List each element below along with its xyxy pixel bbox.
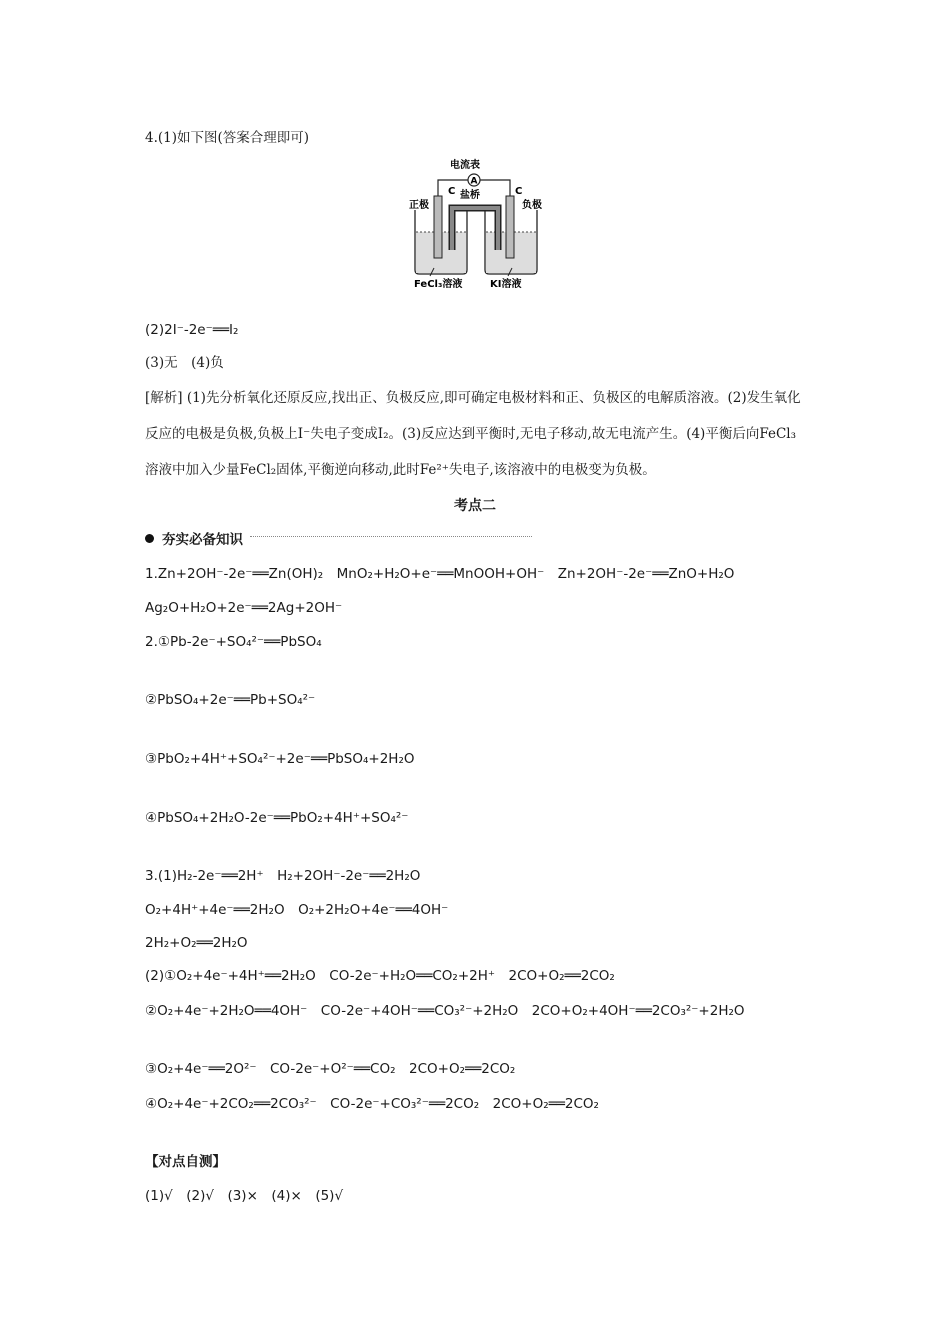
bullet-icon bbox=[145, 534, 154, 543]
equation-line-9: 2H₂+O₂══2H₂O bbox=[145, 935, 248, 951]
equation-line-1: 1.Zn+2OH⁻-2e⁻══Zn(OH)₂ MnO₂+H₂O+e⁻══MnOOH+OH⁻ Zn+2OH⁻-2e⁻══ZnO+H₂O bbox=[145, 566, 735, 582]
left-electrode-label: 正极 bbox=[409, 200, 429, 211]
right-solution-label: KI溶液 bbox=[490, 279, 522, 290]
salt-bridge-label: 盐桥 bbox=[460, 190, 480, 201]
q4-part3-4: (3)无 (4)负 bbox=[145, 355, 224, 371]
equation-line-6: ④PbSO₄+2H₂O-2e⁻══PbO₂+4H⁺+SO₄²⁻ bbox=[145, 810, 409, 826]
electrochemical-cell-diagram bbox=[400, 150, 550, 290]
left-c-label: C bbox=[448, 186, 456, 197]
knowledge-heading: 夯实必备知识 bbox=[162, 532, 243, 548]
equation-line-12: ③O₂+4e⁻══2O²⁻ CO-2e⁻+O²⁻══CO₂ 2CO+O₂══2CO₂ bbox=[145, 1061, 516, 1077]
equation-line-10: (2)①O₂+4e⁻+4H⁺══2H₂O CO-2e⁻+H₂O══CO₂+2H⁺ 2CO+O₂══2CO₂ bbox=[145, 968, 615, 984]
right-wire bbox=[480, 180, 510, 196]
equation-line-8: O₂+4H⁺+4e⁻══2H₂O O₂+2H₂O+4e⁻══4OH⁻ bbox=[145, 902, 449, 918]
right-electrode bbox=[506, 196, 514, 258]
equation-line-4: ②PbSO₄+2e⁻══Pb+SO₄²⁻ bbox=[145, 692, 316, 708]
equation-line-7: 3.(1)H₂-2e⁻══2H⁺ H₂+2OH⁻-2e⁻══2H₂O bbox=[145, 868, 421, 884]
q4-intro: 4.(1)如下图(答案合理即可) bbox=[145, 130, 310, 146]
self-test-answers: (1)√ (2)√ (3)× (4)× (5)√ bbox=[145, 1188, 344, 1204]
knowledge-heading-row bbox=[145, 530, 243, 550]
right-c-label: C bbox=[515, 186, 523, 197]
ammeter-symbol: A bbox=[470, 176, 478, 187]
section-title: 考点二 bbox=[454, 498, 496, 514]
equation-line-13: ④O₂+4e⁻+2CO₂══2CO₃²⁻ CO-2e⁻+CO₃²⁻══2CO₂ 2CO+O₂══2CO₂ bbox=[145, 1096, 599, 1112]
left-solution-label: FeCl₃溶液 bbox=[414, 279, 463, 290]
right-electrode-label: 负极 bbox=[522, 200, 542, 211]
equation-line-11: ②O₂+4e⁻+2H₂O══4OH⁻ CO-2e⁻+4OH⁻══CO₃²⁻+2H₂O 2CO+O₂+4OH⁻══2CO₃²⁻+2H₂O bbox=[145, 1003, 745, 1019]
q4-analysis: [解析] (1)先分析氧化还原反应,找出正、负极反应,即可确定电极材料和正、负极区的电解质溶液。(2)发生氧化反应的电极是负极,负极上I⁻失电子变成I₂。(3)反应达到平衡时,无电子移动,故无电流产生。(4)平衡后向FeCl₃溶液中加入少量FeCl₂固体,平衡逆向移动,此时Fe²⁺失电子,该溶液中的电极变为负极。 bbox=[145, 390, 801, 478]
equation-line-2: Ag₂O+H₂O+2e⁻══2Ag+2OH⁻ bbox=[145, 600, 343, 616]
ammeter-label: 电流表 bbox=[450, 160, 480, 171]
self-test-heading: 【对点自测】 bbox=[145, 1154, 226, 1170]
left-electrode bbox=[434, 196, 442, 258]
equation-line-5: ③PbO₂+4H⁺+SO₄²⁻+2e⁻══PbSO₄+2H₂O bbox=[145, 751, 415, 767]
equation-line-3: 2.①Pb-2e⁻+SO₄²⁻══PbSO₄ bbox=[145, 634, 322, 650]
q4-part2: (2)2I⁻-2e⁻══I₂ bbox=[145, 322, 239, 338]
heading-dotted-rule bbox=[250, 536, 532, 537]
